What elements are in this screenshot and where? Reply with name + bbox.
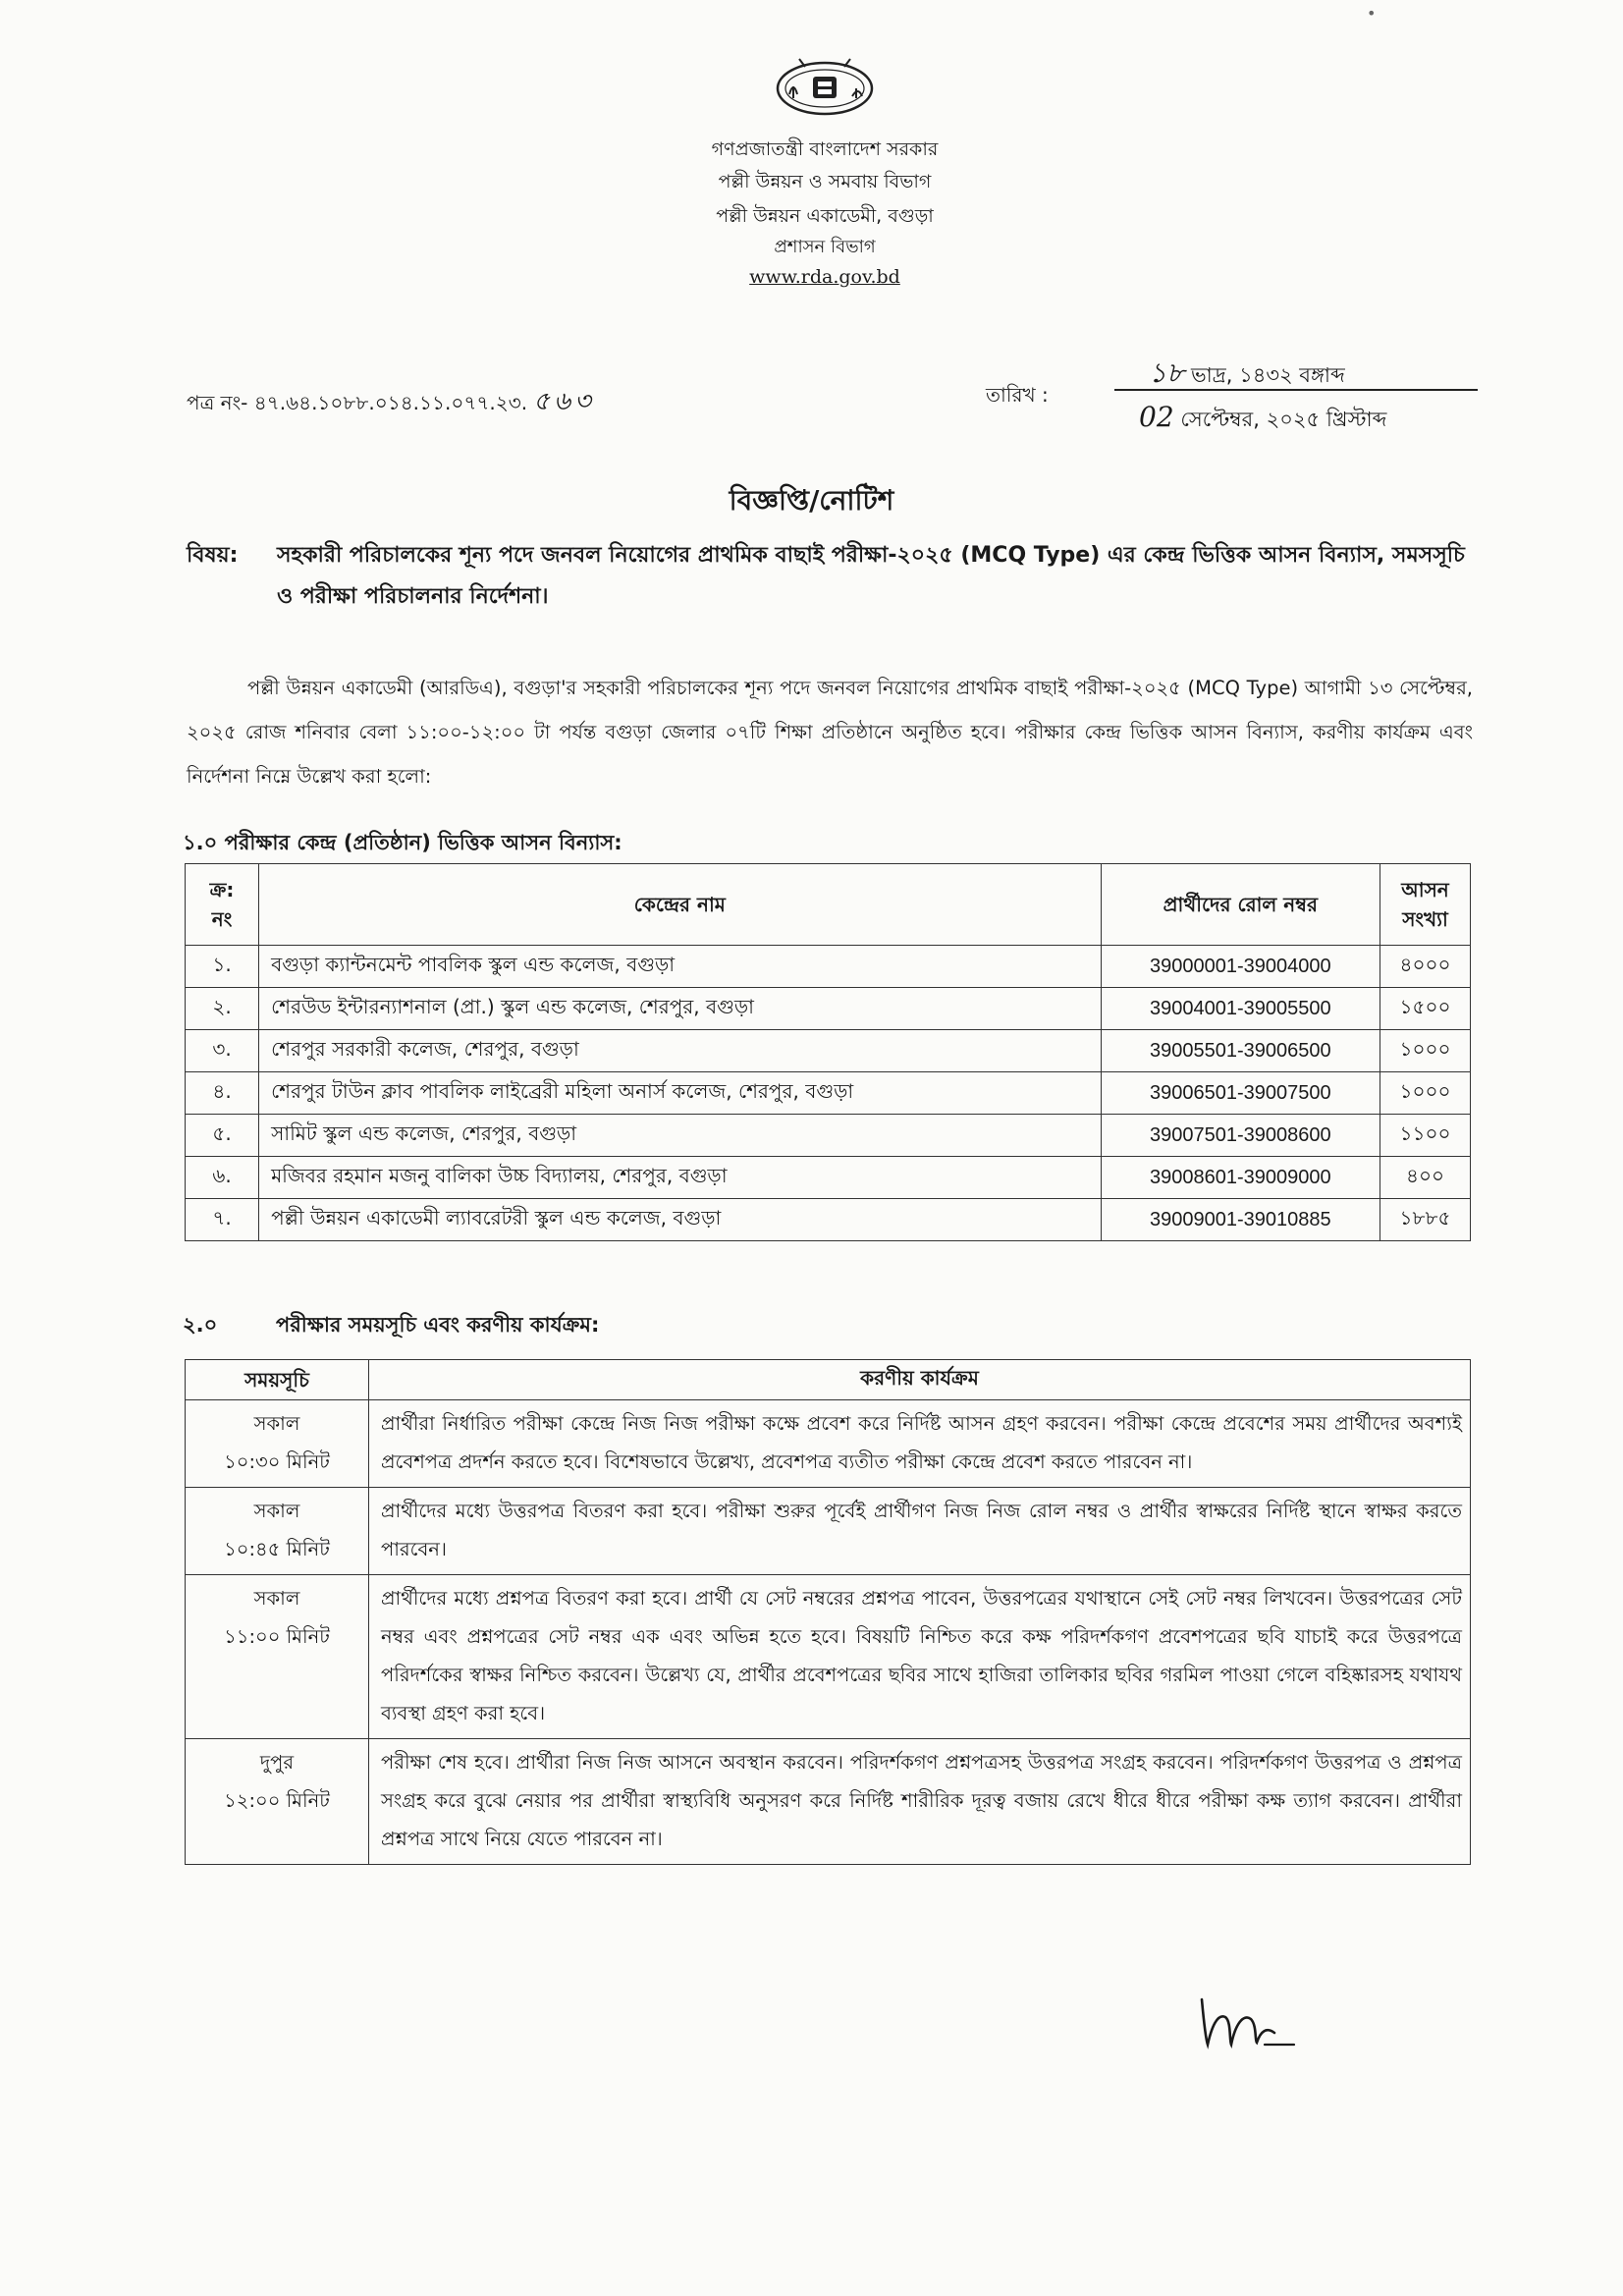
section2-number: ২.০ [183,1313,218,1337]
signature [1196,1992,1304,2050]
row-serial: ৭. [186,1199,259,1241]
date-english [1139,401,1386,438]
row-center: বগুড়া ক্যান্টনমেন্ট পাবলিক স্কুল এন্ড কলেজ, বগুড়া [259,946,1102,988]
schedule-period: সকাল [253,1412,300,1435]
notice-title: বিজ্ঞপ্তি/নোটিশ [729,484,894,517]
section2-title [183,1309,599,1343]
row-serial: ১. [186,946,259,988]
memo-handwritten-number: ৫৬৩ [533,387,595,416]
row-center: পল্লী উন্নয়ন একাডেমী ল্যাবরেটরী স্কুল এন্ড কলেজ, বগুড়া [259,1199,1102,1241]
row-center: শেরপুর টাউন ক্লাব পাবলিক লাইব্রেরী মহিলা অনার্স কলেজ, শেরপুর, বগুড়া [259,1072,1102,1115]
memo-label: পত্র নং- ৪৭.৬৪.১০৮৮.০১৪.১১.০৭৭.২৩. [187,391,528,414]
table-row [186,1030,1471,1072]
table-row [186,1400,1471,1488]
activity-header: করণীয় কার্যক্রম [369,1360,1471,1400]
schedule-clock: ১০:৪৫ মিনিট [224,1538,330,1560]
row-roll: 39006501-39007500 [1101,1072,1380,1115]
table-row [186,1199,1471,1241]
schedule-header-row [186,1360,1471,1400]
division-name: পল্লী উন্নয়ন ও সমবায় বিভাগ [718,171,932,192]
intro-paragraph: পল্লী উন্নয়ন একাডেমী (আরডিএ), বগুড়া'র সহকারী পরিচালকের শূন্য পদে জনবল নিয়োগের প্রাথমিক বাছাই পরীক্ষা-২০২৫ (MCQ Type) আগামী ১৩ সেপ্টেম্বর, ২০২৫ রোজ শনিবার বেলা ১১:০০-১২:০০ টা পর্যন্ত বগুড়া জেলার ০৭টি শিক্ষা প্রতিষ্ঠানে অনুষ্ঠিত হবে। পরীক্ষার কেন্দ্র ভিত্তিক আসন বিন্যাস, করণীয় কার্যক্রম এবং নির্দেশনা নিম্নে উল্লেখ করা হলো: [187,677,1473,788]
row-seats: ১৫০০ [1380,988,1470,1030]
date-bangla-rest: ভাদ্র, ১৪৩২ বঙ্গাব্দ [1191,363,1345,387]
table-row [186,1157,1471,1199]
serial-header-line1: ক্র: [209,878,235,902]
section1-title: ১.০ পরীক্ষার কেন্দ্র (প্রতিষ্ঠান) ভিত্তিক আসন বিন্যাস: [183,831,622,854]
govt-name: গণপ্রজাতন্ত্রী বাংলাদেশ সরকার [711,138,939,160]
row-roll: 39008601-39009000 [1101,1157,1380,1199]
schedule-clock: ১০:৩০ মিনিট [224,1450,330,1473]
website-link[interactable]: www.rda.gov.bd [749,266,900,288]
row-seats: ১৮৮৫ [1380,1199,1470,1241]
date-bangla-day: ১৮ [1149,356,1185,389]
row-serial: ৪. [186,1072,259,1115]
table-row [186,946,1471,988]
schedule-period: সকাল [253,1500,300,1522]
memo-number [187,381,595,424]
schedule-activity: প্রার্থীদের মধ্যে প্রশ্নপত্র বিতরণ করা হবে। প্রার্থী যে সেট নম্বরের প্রশ্নপত্র পাবেন, উত্তরপত্রের যথাস্থানে সেই সেট নম্বর লিখবেন। উত্তরপত্রের সেট নম্বর এবং প্রশ্নপত্রের সেট নম্বর এক এবং অভিন্ন হতে হবে। বিষয়টি নিশ্চিত করে কক্ষ পরিদর্শকগণ প্রবেশপত্রের ছবি যাচাই করে উত্তরপত্রে পরিদর্শকের স্বাক্ষর নিশ্চিত করবেন। উল্লেখ্য যে, প্রার্থীর প্রবেশপত্রের ছবির সাথে হাজিরা তালিকার ছবির গরমিল পাওয়া গেলে বহিষ্কারসহ যথাযথ ব্যবস্থা গ্রহণ করা হবে। [369,1575,1471,1739]
date-english-rest: সেপ্টেম্বর, ২০২৫ খ্রিস্টাব্দ [1180,408,1387,431]
date-divider [1114,389,1478,391]
row-center: শেরপুর সরকারী কলেজ, শেরপুর, বগুড়া [259,1030,1102,1072]
schedule-period: দুপুর [259,1751,295,1774]
seat-plan-table [185,863,1471,1241]
row-seats: ১০০০ [1380,1030,1470,1072]
schedule-table [185,1359,1471,1865]
row-roll: 39000001-39004000 [1101,946,1380,988]
academy-name: পল্লী উন্নয়ন একাডেমী, বগুড়া [716,205,934,227]
row-serial: ২. [186,988,259,1030]
date-label: তারিখ : [986,383,1049,407]
schedule-activity: পরীক্ষা শেষ হবে। প্রার্থীরা নিজ নিজ আসনে অবস্থান করবেন। পরিদর্শকগণ প্রশ্নপত্রসহ উত্তরপত্র সংগ্রহ করবেন। পরিদর্শকগণ উত্তরপত্র ও প্রশ্নপত্র সংগ্রহ করে বুঝে নেয়ার পর প্রার্থীরা স্বাস্থ্যবিধি অনুসরণ করে নির্দিষ্ট শারীরিক দূরত্ব বজায় রেখে ধীরে ধীরে পরীক্ষা কক্ষ ত্যাগ করবেন। প্রার্থীরা প্রশ্নপত্র সাথে নিয়ে যেতে পারবেন না। [369,1739,1471,1865]
rda-logo [774,55,876,126]
row-seats: ৪০০০ [1380,946,1470,988]
row-serial: ৬. [186,1157,259,1199]
center-header: কেন্দ্রের নাম [259,864,1102,946]
table-row [186,1488,1471,1575]
subject-text: সহকারী পরিচালকের শূন্য পদে জনবল নিয়োগের প্রাথমিক বাছাই পরীক্ষা-২০২৫ (MCQ Type) এর কেন্দ্র ভিত্তিক আসন বিন্যাস, সমসসূচি ও পরীক্ষা পরিচালনার নির্দেশনা। [277,543,1465,609]
section2-title-text: পরীক্ষার সময়সূচি এবং করণীয় কার্যক্রম: [276,1313,600,1337]
row-center: শেরউড ইন্টারন্যাশনাল (প্রা.) স্কুল এন্ড কলেজ, শেরপুর, বগুড়া [259,988,1102,1030]
table-row [186,1575,1471,1739]
schedule-time [186,1575,369,1739]
row-roll: 39004001-39005500 [1101,988,1380,1030]
schedule-period: সকাল [253,1587,300,1610]
row-roll: 39009001-39010885 [1101,1199,1380,1241]
row-center: সামিট স্কুল এন্ড কলেজ, শেরপুর, বগুড়া [259,1115,1102,1157]
row-seats: ৪০০ [1380,1157,1470,1199]
row-seats: ১০০০ [1380,1072,1470,1115]
row-roll: 39007501-39008600 [1101,1115,1380,1157]
row-seats: ১১০০ [1380,1115,1470,1157]
table-row [186,1739,1471,1865]
seats-header [1380,864,1470,946]
row-center: মজিবর রহমান মজনু বালিকা উচ্চ বিদ্যালয়, শেরপুর, বগুড়া [259,1157,1102,1199]
table-row [186,988,1471,1030]
schedule-clock: ১২:০০ মিনিট [224,1789,330,1812]
serial-header-line2: নং [211,907,233,931]
serial-header [186,864,259,946]
schedule-clock: ১১:০০ মিনিট [224,1625,330,1648]
row-serial: ৫. [186,1115,259,1157]
subject-label: বিষয়: [187,543,239,568]
schedule-activity: প্রার্থীদের মধ্যে উত্তরপত্র বিতরণ করা হবে। পরীক্ষা শুরুর পূর্বেই প্রার্থীগণ নিজ নিজ রোল নম্বর ও প্রার্থীর স্বাক্ষরের নির্দিষ্ট স্থানে স্বাক্ষর করতে পারবেন। [369,1488,1471,1575]
scan-mark: • [1367,4,1377,23]
table-row [186,1072,1471,1115]
table-row [186,1115,1471,1157]
seats-header-line1: আসন [1401,878,1449,902]
schedule-time [186,1400,369,1488]
schedule-activity: প্রার্থীরা নির্ধারিত পরীক্ষা কেন্দ্রে নিজ নিজ পরীক্ষা কক্ষে প্রবেশ করে নির্দিষ্ট আসন গ্রহণ করবেন। পরীক্ষা কেন্দ্রে প্রবেশের সময় প্রার্থীদের অবশ্যই প্রবেশপত্র প্রদর্শন করতে হবে। বিশেষভাবে উল্লেখ্য, প্রবেশপত্র ব্যতীত পরীক্ষা কেন্দ্রে প্রবেশ করতে পারবেন না। [369,1400,1471,1488]
schedule-time [186,1739,369,1865]
time-header: সময়সূচি [186,1360,369,1400]
row-serial: ৩. [186,1030,259,1072]
seats-header-line2: সংখ্যা [1402,907,1448,931]
schedule-time [186,1488,369,1575]
seat-plan-header-row [186,864,1471,946]
roll-header: প্রার্থীদের রোল নম্বর [1101,864,1380,946]
department-name: প্রশাসন বিভাগ [774,237,876,257]
date-english-day: 02 [1139,401,1174,433]
row-roll: 39005501-39006500 [1101,1030,1380,1072]
